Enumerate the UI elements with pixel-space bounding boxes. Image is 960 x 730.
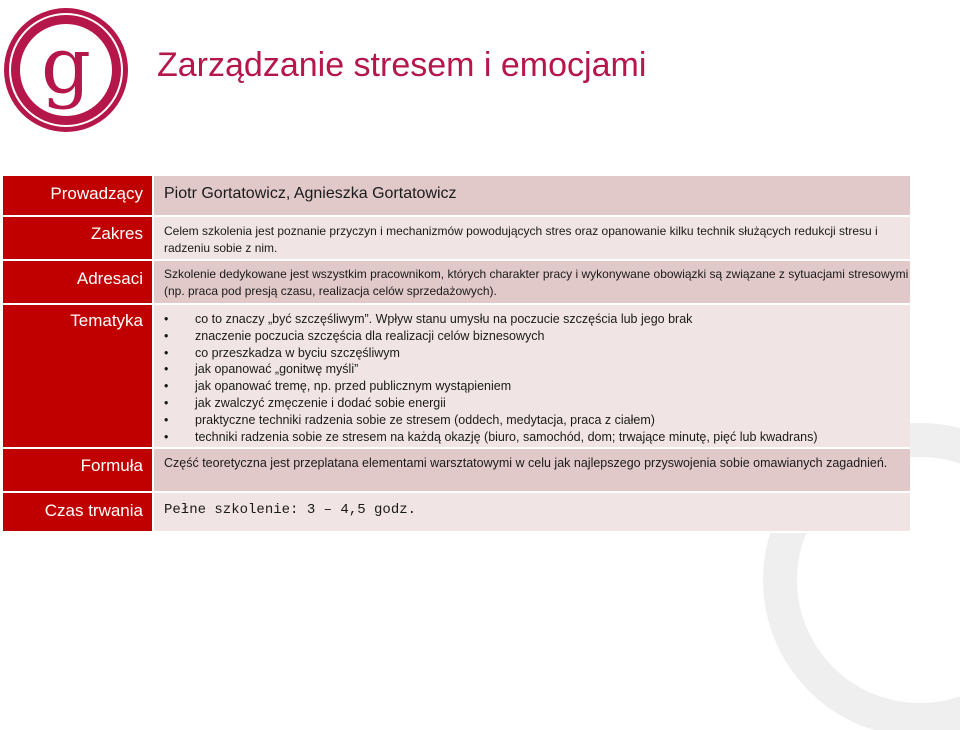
list-item: • co przeszkadza w byciu szczęśliwym (164, 345, 910, 362)
list-item: • znaczenie poczucia szczęścia dla realizacji celów biznesowych (164, 328, 910, 345)
row-adresaci (3, 260, 910, 304)
svg-text:g: g (41, 21, 91, 111)
list-item: • praktyczne techniki radzenia sobie ze stresem (oddech, medytacja, praca z ciałem) (164, 412, 910, 429)
label-czas: Czas trwania (3, 492, 153, 532)
g-letter-logo (2, 4, 130, 136)
value-adresaci: Szkolenie dedykowane jest wszystkim pracownikom, których charakter pracy i wykonywane obowiązki są związane z sytuacjami stresowymi (np. praca pod presją czasu, realizacja celów sprzedażowych). (153, 260, 910, 304)
list-item: • techniki radzenia sobie ze stresem na każdą okazję (biuro, samochód, dom; trwające minutę, pięć lub kwadrans) (164, 429, 910, 446)
list-item: • jak opanować „gonitwę myśli” (164, 361, 910, 378)
value-czas: Pełne szkolenie: 3 – 4,5 godz. (153, 492, 910, 532)
label-prowadzacy: Prowadzący (3, 176, 153, 216)
list-item: • jak zwalczyć zmęczenie i dodać sobie energii (164, 395, 910, 412)
value-formula: Część teoretyczna jest przeplatana elementami warsztatowymi w celu jak najlepszego przyswojenia sobie omawianych zagadnień. (153, 448, 910, 492)
label-formula: Formuła (3, 448, 153, 492)
list-item: • jak opanować tremę, np. przed publicznym wystąpieniem (164, 378, 910, 395)
label-adresaci: Adresaci (3, 260, 153, 304)
row-formula (3, 448, 910, 492)
row-zakres (3, 216, 910, 260)
label-zakres: Zakres (3, 216, 153, 260)
value-zakres: Celem szkolenia jest poznanie przyczyn i mechanizmów powodujących stres oraz opanowanie kilku technik służących redukcji stresu i radzeniu sobie z nim. (153, 216, 910, 260)
row-tematyka (3, 304, 910, 448)
topics-list (164, 311, 910, 445)
value-prowadzacy: Piotr Gortatowicz, Agnieszka Gortatowicz (153, 176, 910, 216)
row-czas (3, 492, 910, 532)
row-prowadzacy (3, 176, 910, 216)
page-title: Zarządzanie stresem i emocjami (157, 46, 647, 84)
value-tematyka (153, 304, 910, 448)
list-item: • co to znaczy „być szczęśliwym”. Wpływ stanu umysłu na poczucie szczęścia lub jego brak (164, 311, 910, 328)
info-table (3, 176, 910, 533)
label-tematyka: Tematyka (3, 304, 153, 448)
